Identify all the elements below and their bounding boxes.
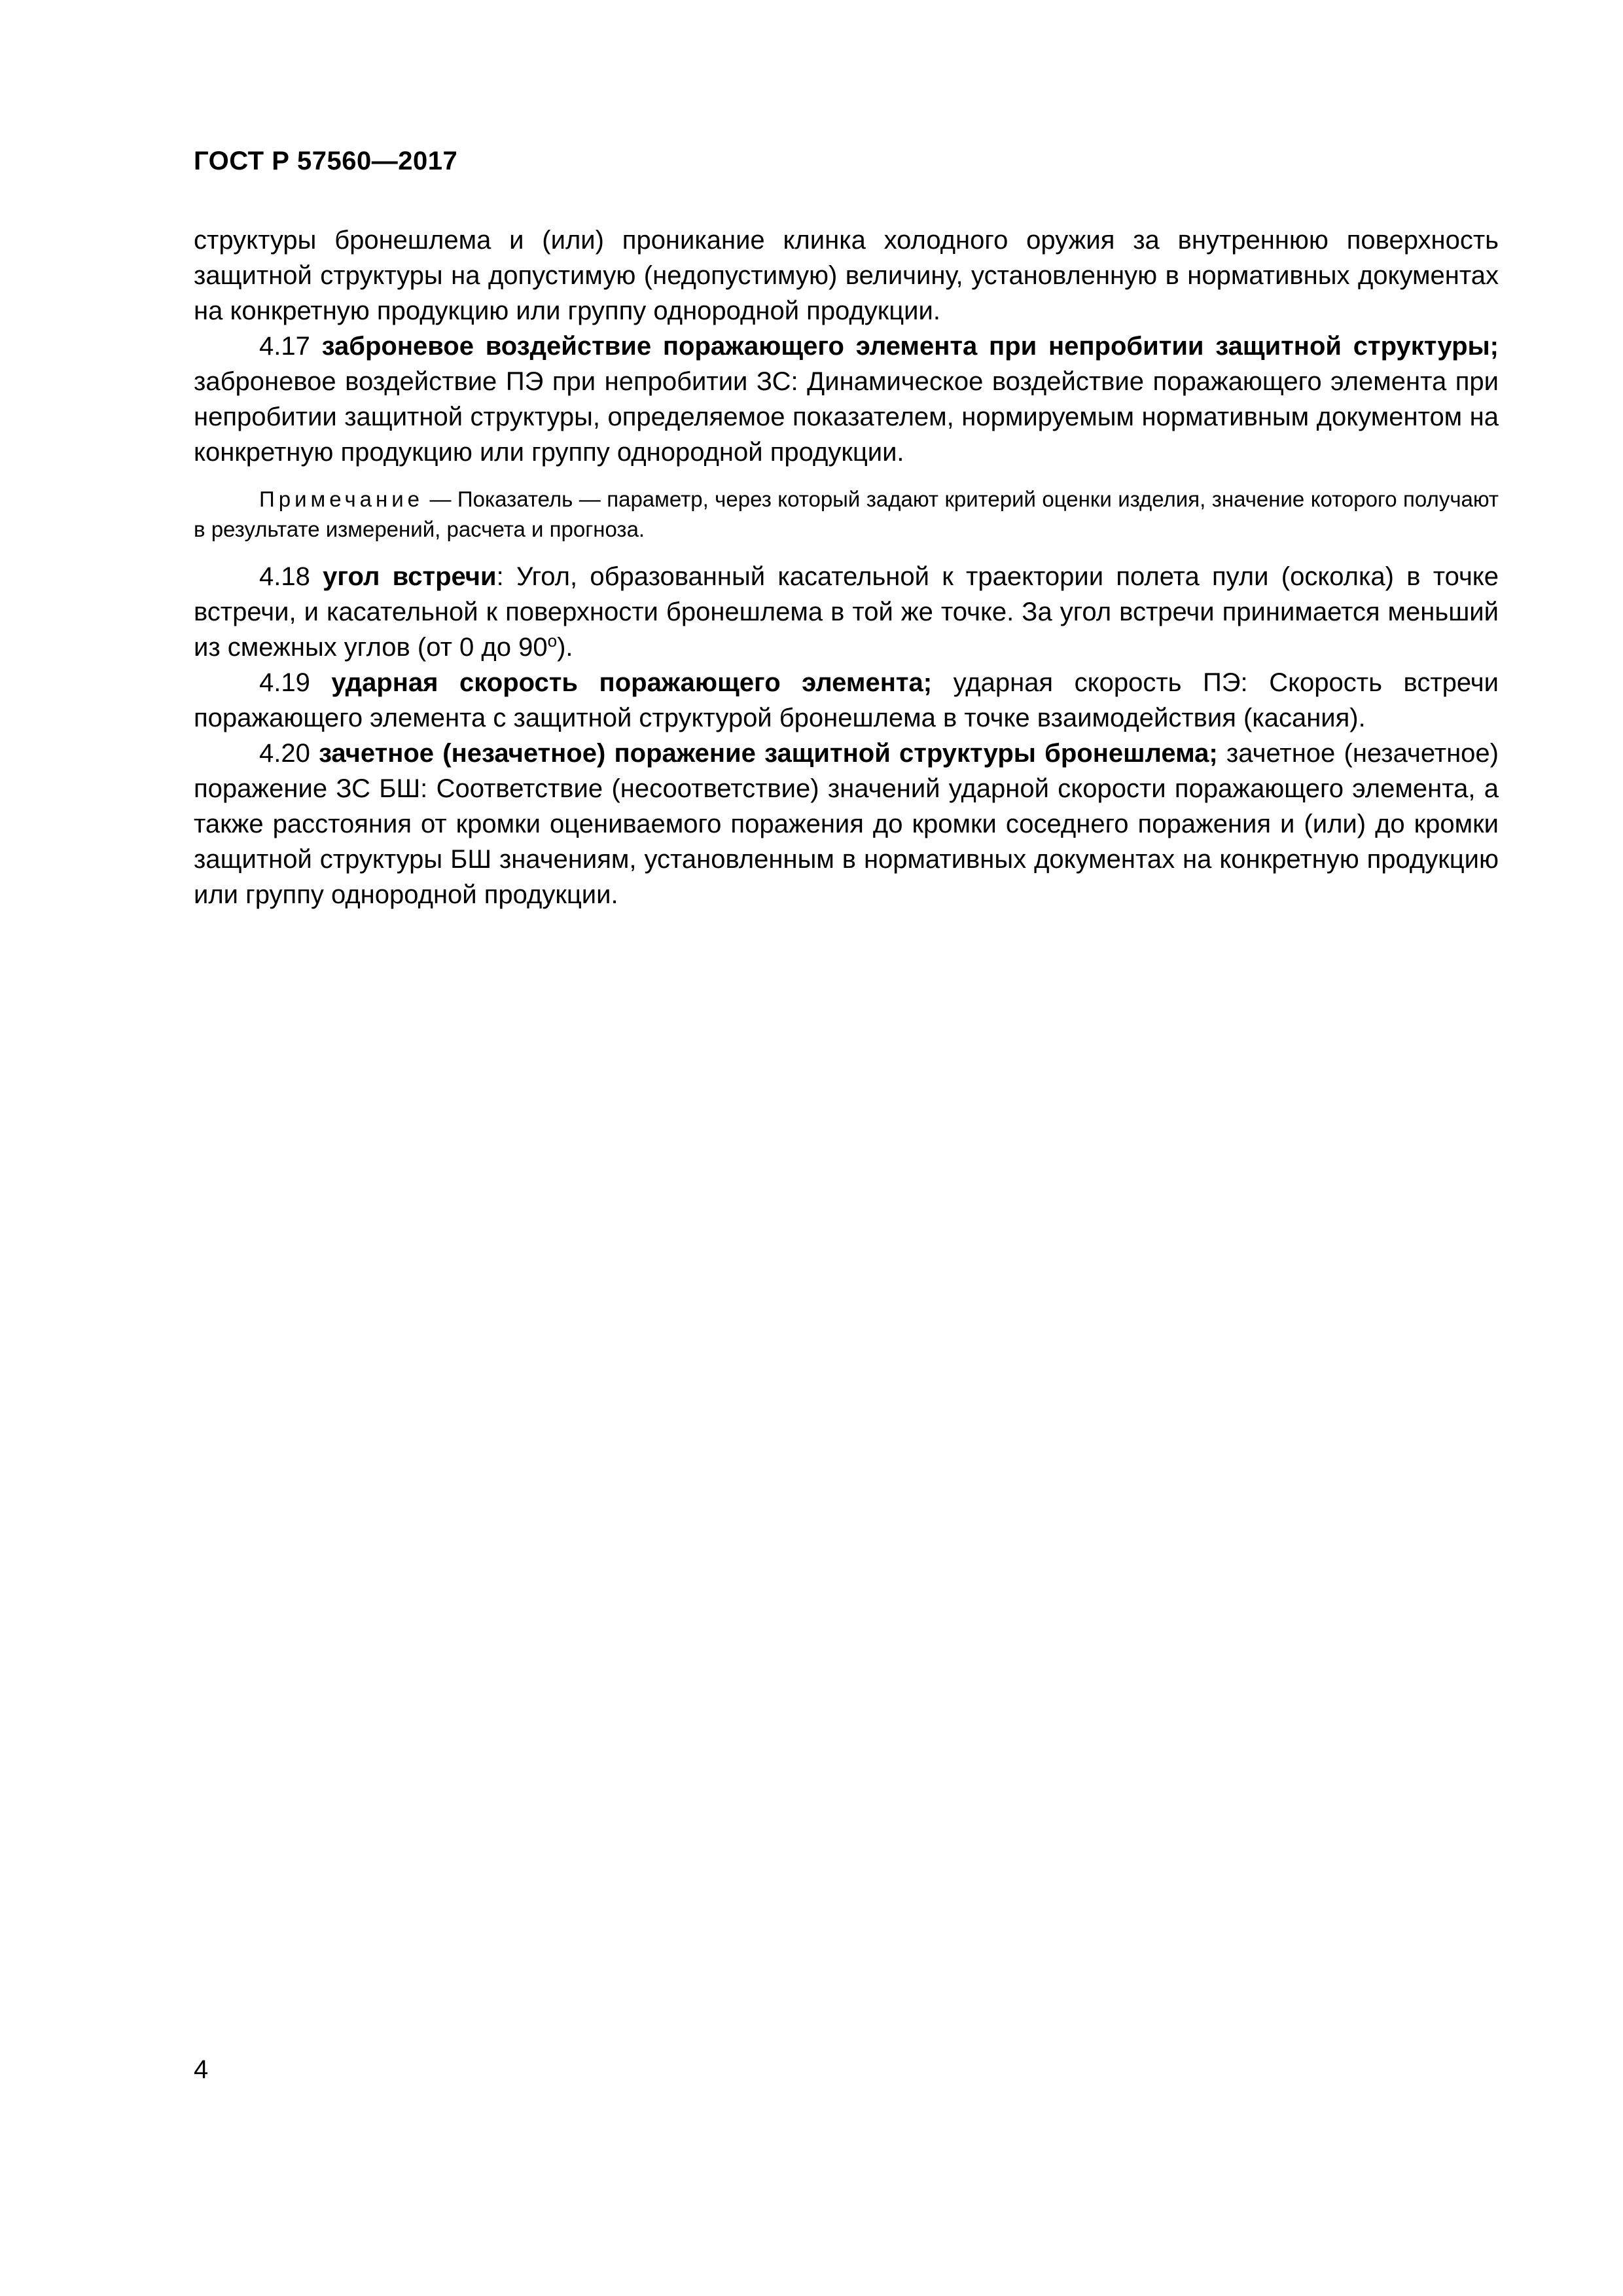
note-paragraph <box>194 484 1499 545</box>
term-number: 4.20 <box>259 739 310 768</box>
term-definition-end: ). <box>557 633 573 662</box>
term-number: 4.18 <box>259 562 310 591</box>
term-title: ударная скорость поражающего элемента; <box>331 668 933 697</box>
note-text: — Показатель — параметр, через который задают критерий оценки изделия, значение которого получают в результате измерений, расчета и прогноза. <box>194 487 1499 541</box>
term-title: заброневое воздействие поражающего элемента при непробитии защитной структуры; <box>321 332 1499 361</box>
term-definition: зачетное (незачетное) поражение ЗС БШ: Соответствие (несоответствие) значений ударной скорости поражающего элемента, а также расстояния от кромки оцениваемого поражения до кромки соседнего поражения и (или) до кромки защитной структуры БШ значениям, установленным в нормативных документах на конкретную продукцию или группу однородной продукции. <box>194 739 1499 909</box>
degree-mark: о <box>547 631 558 651</box>
term-4-18 <box>194 559 1499 665</box>
note-label: Примечание <box>259 487 424 511</box>
term-definition: заброневое воздействие ПЭ при непробитии ЗС: Динамическое воздействие поражающего элемента при непробитии защитной структуры, определяемое показателем, нормируемым нормативным документом на конкретную продукцию или группу однородной продукции. <box>194 367 1499 467</box>
document-header: ГОСТ Р 57560—2017 <box>194 147 458 175</box>
continuation-paragraph: структуры бронешлема и (или) проникание клинка холодного оружия за внутреннюю поверхность защитной структуры на допустимую (недопустимую) величину, установленную в нормативных документах на конкретную продукцию или группу однородной продукции. <box>194 226 1499 325</box>
term-definition: ударная скорость ПЭ: Скорость встречи поражающего элемента с защитной структурой бронешлема в точке взаимодействия (касания). <box>194 668 1499 732</box>
document-body <box>194 223 1499 912</box>
page-number: 4 <box>194 2055 209 2084</box>
term-4-20 <box>194 736 1499 912</box>
term-title: зачетное (незачетное) поражение защитной структуры бронешлема; <box>319 739 1218 768</box>
term-title: угол встречи <box>323 562 497 591</box>
term-number: 4.17 <box>259 332 310 361</box>
term-4-17 <box>194 329 1499 470</box>
term-number: 4.19 <box>259 668 310 697</box>
term-4-19 <box>194 665 1499 736</box>
term-definition: : Угол, образованный касательной к траектории полета пули (осколка) в точке встречи, и касательной к поверхности бронешлема в той же точке. За угол встречи принимается меньший из смежных углов (от 0 до 90 <box>194 562 1499 662</box>
